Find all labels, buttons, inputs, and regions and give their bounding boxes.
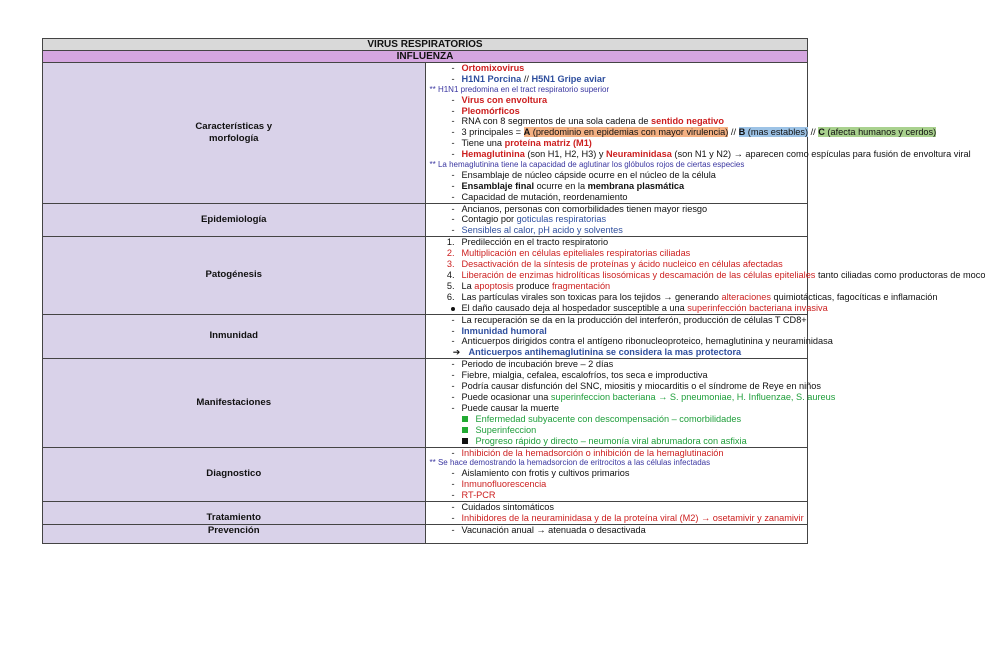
row-prevencion	[43, 524, 808, 543]
list-item: - Vacunación anual → atenuada o desactivada	[451, 524, 646, 535]
list-item: - Capacidad de mutación, reordenamiento	[451, 191, 628, 202]
content-tratamiento	[425, 501, 808, 524]
label-manifestaciones: Manifestaciones	[43, 359, 426, 447]
list-item: - RT-PCR	[451, 490, 496, 501]
list-item: - RNA con 8 segmentos de una sola cadena de sentido negativo	[451, 116, 724, 127]
list-item: Enfermedad subyacente con descompensación – comorbilidades	[426, 414, 808, 425]
list-item: - Contagio por goticulas respiratorias	[451, 214, 607, 225]
list-item: - Inmunidad humoral	[451, 325, 547, 336]
list-item: Superinfeccion	[426, 425, 808, 436]
row-diagnostico	[43, 447, 808, 501]
list-item: 4. Liberación de enzimas hidrolíticas lisosómicas y descamación de las células epiteliales tanto ciliadas como productoras de moco	[446, 270, 985, 280]
list-item: - Aislamiento con frotis y cultivos primarios	[451, 468, 630, 479]
content-inmunidad	[425, 314, 833, 359]
list-item: - Podría causar disfunción del SNC, miositis y miocarditis o el síndrome de Reye en niños	[451, 381, 821, 392]
label-prevencion: Prevención	[43, 524, 426, 543]
green-square-icon	[462, 416, 468, 422]
list-item: - Inmunofluorescencia	[451, 479, 547, 490]
table-title: VIRUS RESPIRATORIOS	[43, 39, 807, 51]
content-epidemiologia	[425, 203, 808, 237]
list-item: 1. Predilección en el tracto respiratorio	[446, 237, 609, 248]
row-patogenesis	[43, 237, 808, 314]
list-item: - Ortomixovirus	[451, 63, 525, 73]
black-square-icon	[462, 438, 468, 444]
bullet-icon	[451, 307, 455, 311]
table-header-cell	[43, 39, 808, 63]
list-item: 2. Multiplicación en células epiteliales respiratorias ciliadas	[446, 248, 691, 259]
row-tratamiento	[43, 501, 808, 524]
list-item: - Hemaglutinina (son H1, H2, H3) y Neuraminidasa (son N1 y N2) → aparecen como espículas para fusión de envoltura viral	[451, 149, 971, 160]
content-patogenesis	[425, 237, 985, 314]
row-caracteristicas	[43, 63, 808, 204]
list-item: - Inhibición de la hemadsorción o inhibición de la hemaglutinación	[451, 447, 724, 458]
list-item: - H1N1 Porcina // H5N1 Gripe aviar	[451, 73, 606, 84]
list-item: - Ancianos, personas con comorbilidades tienen mayor riesgo	[451, 203, 708, 214]
list-item: El daño causado deja al hospedador susceptible a una superinfección bacteriana invasiva	[426, 303, 808, 314]
list-item: 5. La apoptosis produce fragmentación	[446, 280, 611, 291]
list-item: - 3 principales = A (predominio en epidemias con mayor virulencia) // B (mas estables) // C (afecta humanos y cerdos)	[451, 127, 937, 138]
list-item: - Anticuerpos dirigidos contra el antígeno ribonucleoproteico, hemaglutinina y neuraminidasa	[451, 336, 833, 347]
note: ** H1N1 predomina en el tract respiratorio superior	[429, 84, 610, 94]
list-item: - Sensibles al calor, pH acido y solventes	[451, 225, 623, 236]
virus-table	[42, 38, 985, 544]
label-epidemiologia: Epidemiología	[43, 203, 426, 237]
label-diagnostico: Diagnostico	[43, 447, 426, 501]
list-item: ➔ Anticuerpos antihemaglutinina se considera la mas protectora	[426, 347, 808, 358]
label-inmunidad: Inmunidad	[43, 314, 426, 359]
list-item: - Puede causar la muerte	[451, 402, 560, 413]
list-item: - Inhibidores de la neuraminidasa y de la proteína viral (M2) → osetamivir y zanamivir	[451, 512, 804, 523]
label-caracteristicas: Características y morfología	[43, 63, 426, 204]
note: ** La hemaglutinina tiene la capacidad de aglutinar los glóbulos rojos de ciertas especies	[429, 160, 745, 170]
list-item: 3. Desactivación de la síntesis de proteínas y ácido nucleico en células afectadas	[446, 259, 783, 270]
content-caracteristicas	[425, 63, 971, 204]
list-item: - Ensamblaje final ocurre en la membrana plasmática	[451, 180, 685, 191]
list-item: - Fiebre, mialgia, cefalea, escalofríos, tos seca e improductiva	[451, 370, 708, 381]
list-item: - Periodo de incubación breve – 2 días	[451, 359, 614, 370]
row-inmunidad	[43, 314, 808, 359]
note: ** Se hace demostrando la hemadsorcion de eritrocitos a las células infectadas	[429, 458, 711, 468]
content-manifestaciones	[425, 359, 836, 447]
list-item: Progreso rápido y directo – neumonía viral abrumadora con asfixia	[426, 436, 808, 447]
list-item: 6. Las partículas virales son toxicas para los tejidos → generando alteraciones quimiotácticas, fagocíticas e inflamación	[446, 291, 938, 302]
list-item: - Tiene una proteína matriz (M1)	[451, 138, 592, 149]
arrow-icon: ➔	[452, 347, 461, 358]
content-prevencion	[425, 524, 808, 543]
green-square-icon	[462, 427, 468, 433]
list-item: - Virus con envoltura	[451, 94, 548, 105]
list-item: - Puede ocasionar una superinfeccion bacteriana → S. pneumoniae, H. Influenzae, S. aureus	[451, 391, 836, 402]
table-subtitle: INFLUENZA	[43, 51, 807, 62]
content-diagnostico	[425, 447, 808, 501]
list-item: - Pleomórficos	[451, 105, 520, 116]
list-item: - Cuidados sintomáticos	[451, 501, 554, 512]
label-tratamiento: Tratamiento	[43, 501, 426, 524]
list-item: - La recuperación se da en la producción del interferón, producción de células T CD8+	[451, 314, 807, 325]
list-item: - Ensamblaje de núcleo cápside ocurre en el núcleo de la célula	[451, 169, 716, 180]
row-manifestaciones	[43, 359, 808, 447]
label-patogenesis: Patogénesis	[43, 237, 426, 314]
row-epidemiologia	[43, 203, 808, 237]
